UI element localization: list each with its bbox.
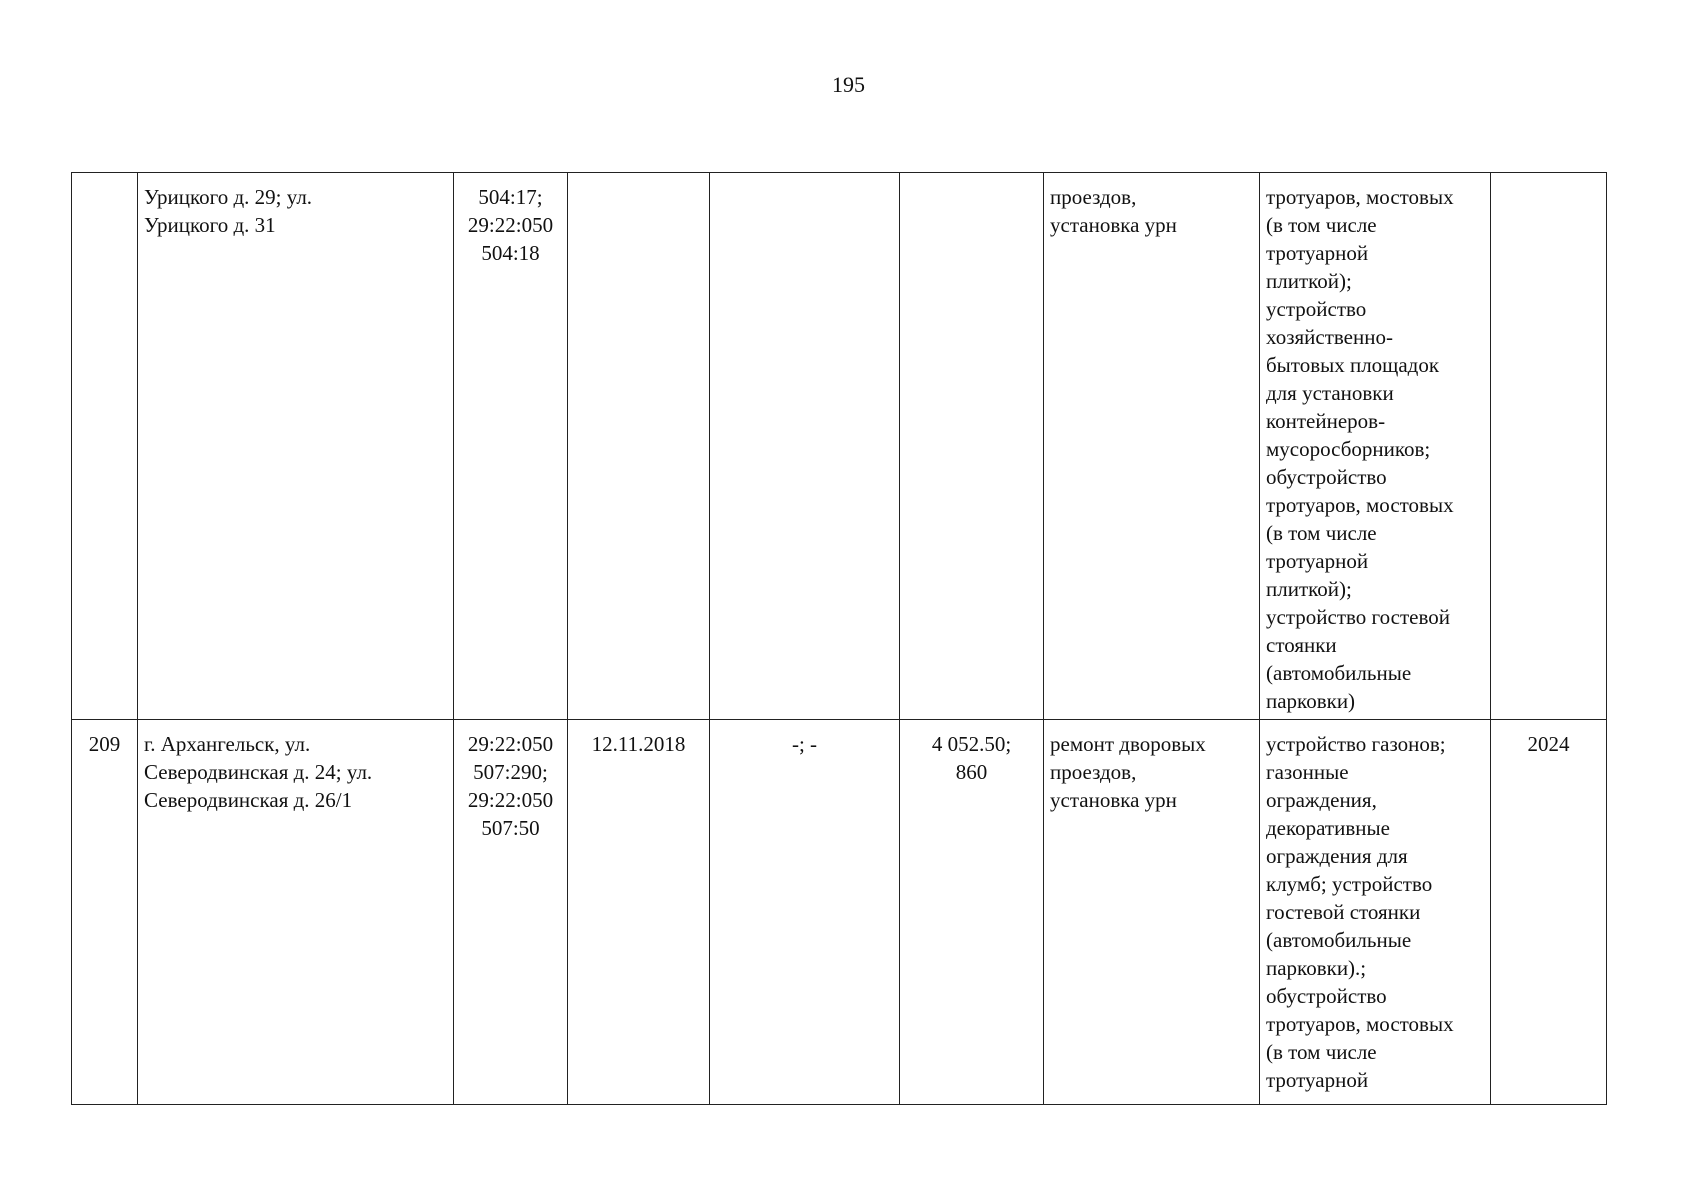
year-cell: 2024 (1491, 720, 1607, 1105)
date-cell (568, 173, 710, 720)
area-cell (900, 173, 1044, 720)
additional-works-cell: тротуаров, мостовых (в том числе тротуарной плиткой); устройство хозяйственно- бытовых площадок для установки контейнеров- мусоросборников; обустройство тротуаров, мостовых (в том числе тротуарной плиткой); устройство гостевой стоянки (автомобильные парковки) (1260, 173, 1491, 720)
improvement-table (71, 172, 1607, 1105)
page-number: 195 (832, 72, 865, 97)
area-cell: 4 052.50; 860 (900, 720, 1044, 1105)
cadastral-number-cell: 29:22:050 507:290; 29:22:050 507:50 (454, 720, 568, 1105)
additional-works-cell: устройство газонов; газонные ограждения, декоративные ограждения для клумб; устройство гостевой стоянки (автомобильные парковки).; обустройство тротуаров, мостовых (в том числе тротуарной (1260, 720, 1491, 1105)
minimum-works-cell: ремонт дворовых проездов, установка урн (1044, 720, 1260, 1105)
column-5-cell: -; - (710, 720, 900, 1105)
year-cell (1491, 173, 1607, 720)
row-number-cell (72, 173, 138, 720)
column-5-cell (710, 173, 900, 720)
row-number-cell: 209 (72, 720, 138, 1105)
cadastral-number-cell: 504:17; 29:22:050 504:18 (454, 173, 568, 720)
address-cell: Урицкого д. 29; ул. Урицкого д. 31 (138, 173, 454, 720)
address-cell: г. Архангельск, ул. Северодвинская д. 24; ул. Северодвинская д. 26/1 (138, 720, 454, 1105)
table-row (72, 720, 1607, 1105)
date-cell: 12.11.2018 (568, 720, 710, 1105)
minimum-works-cell: проездов, установка урн (1044, 173, 1260, 720)
table-row (72, 173, 1607, 720)
